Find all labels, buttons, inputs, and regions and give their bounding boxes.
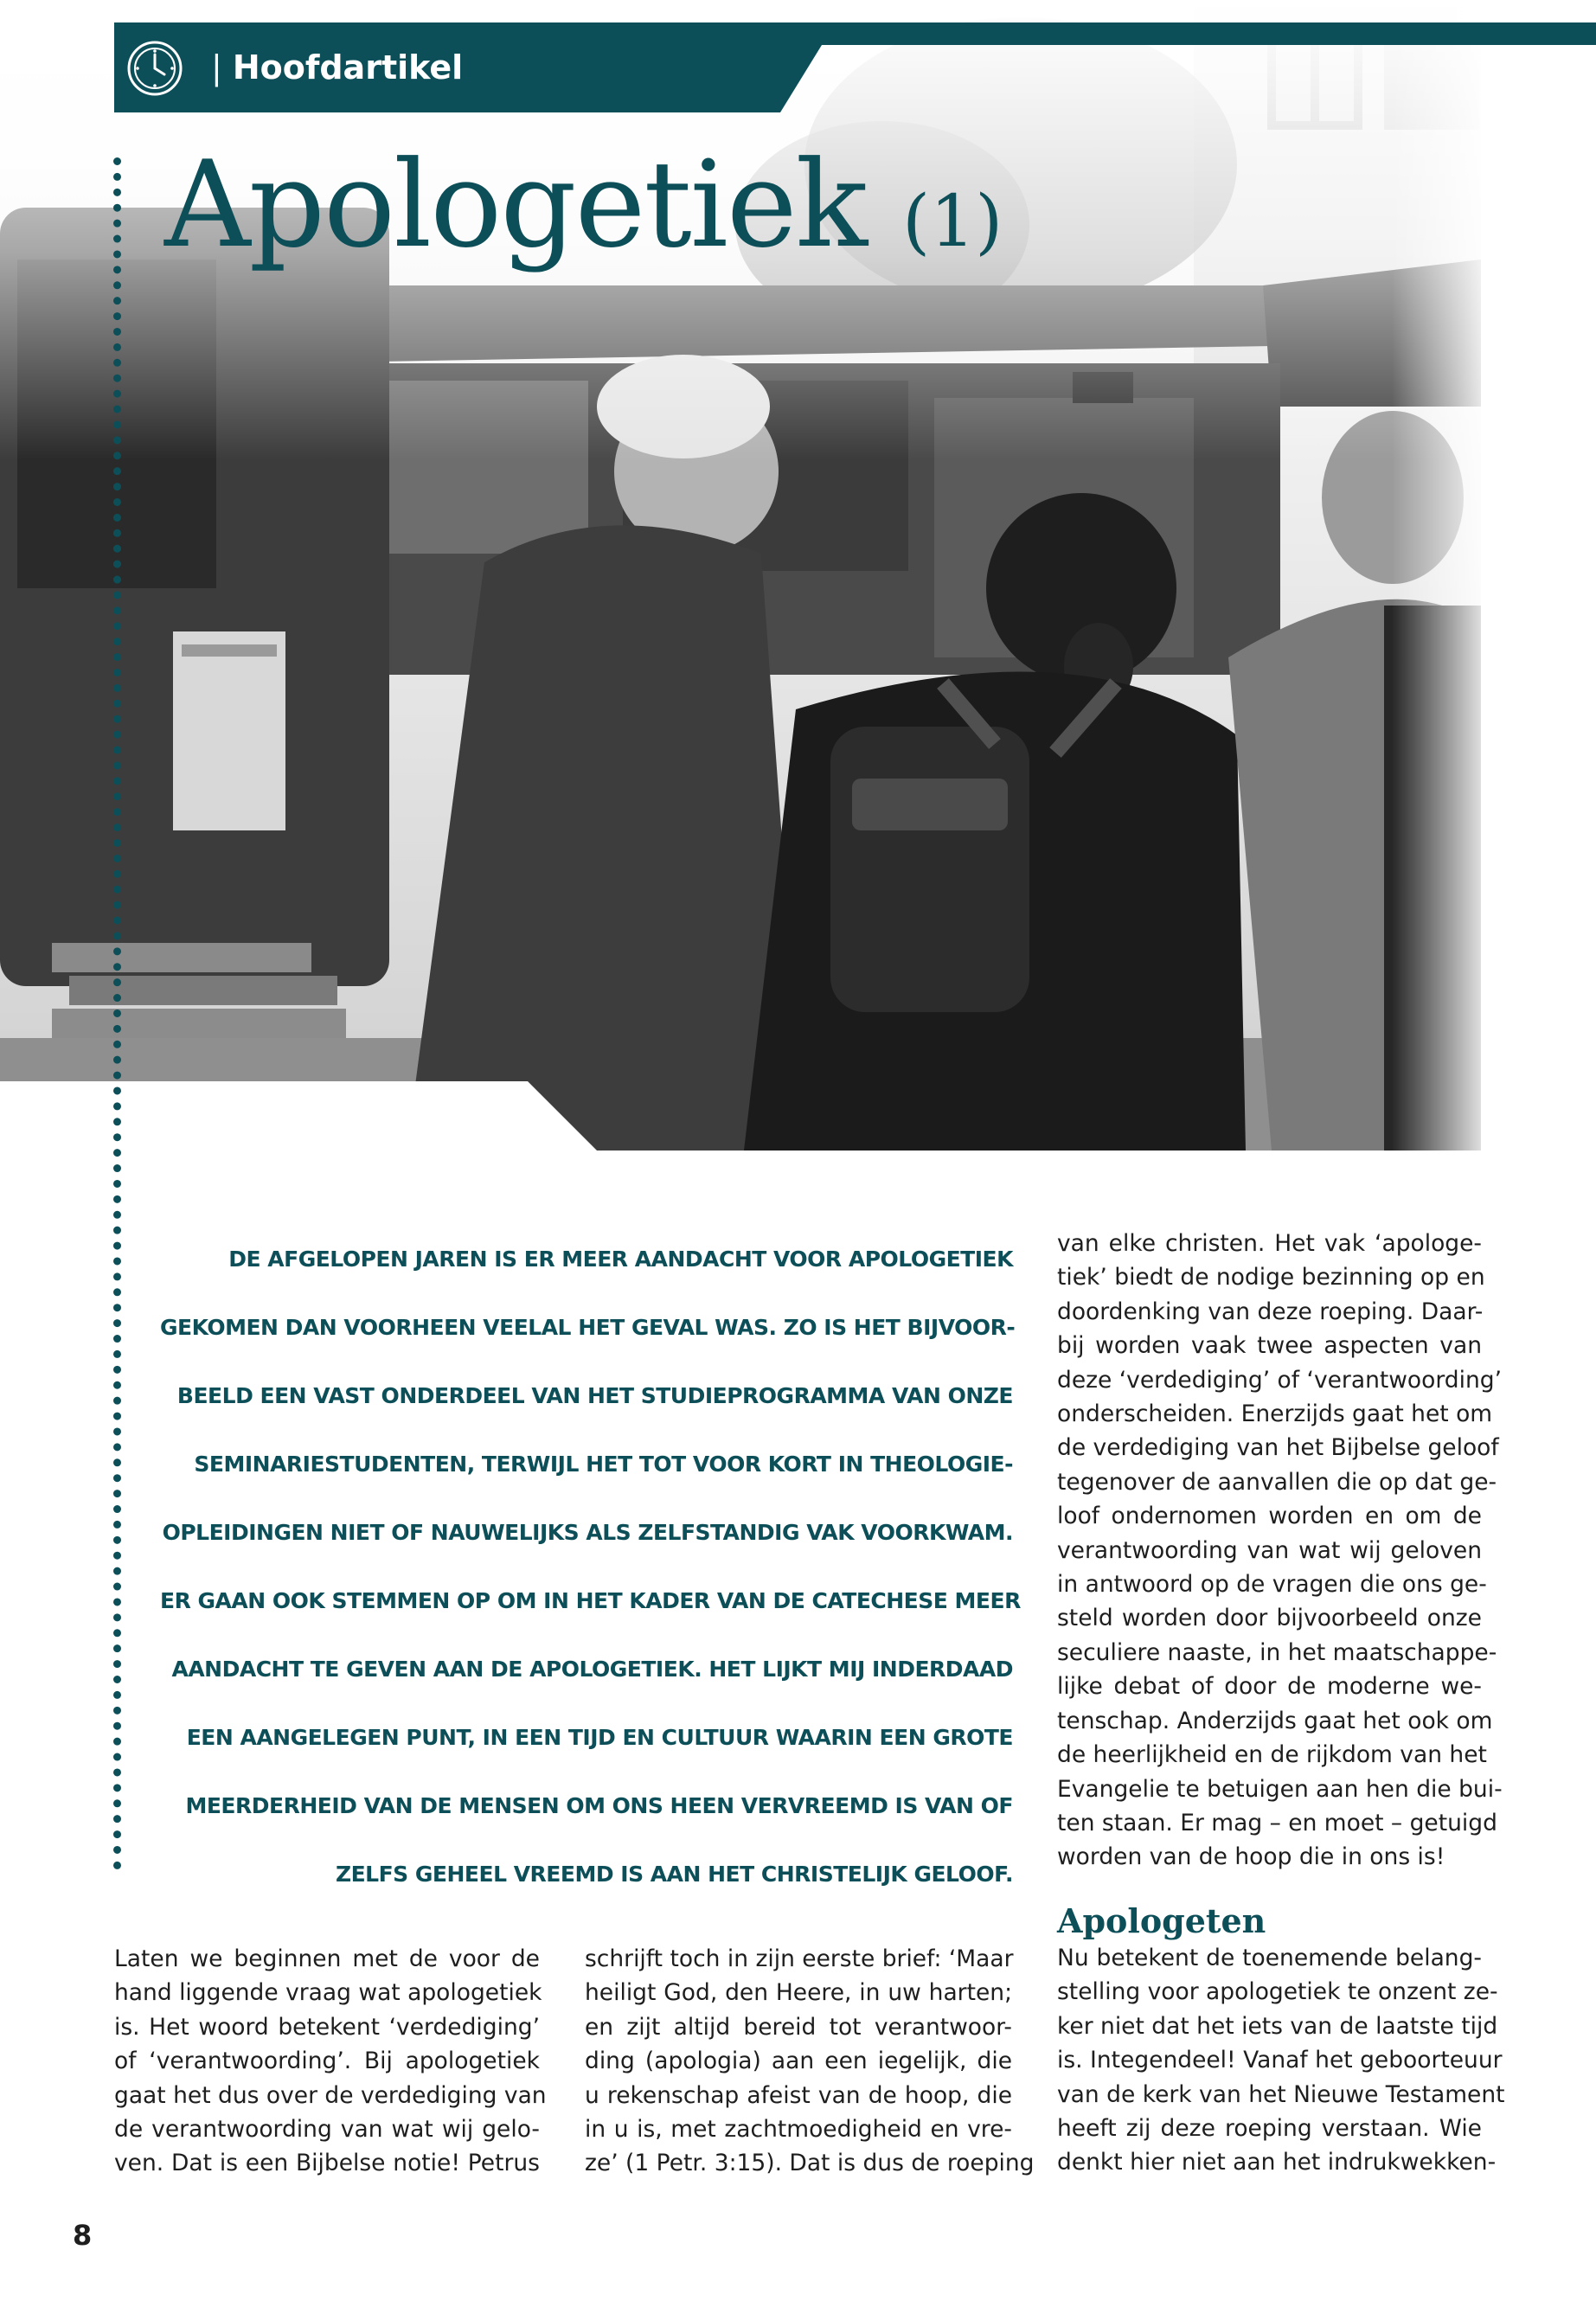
body-line: seculiere naaste, in het maatschappe- <box>1057 1638 1497 1666</box>
body-line: is. Integendeel! Vanaf het geboorteuur <box>1057 2047 1503 2074</box>
body-line: stelling voor apologetiek te onzent ze- <box>1057 1978 1498 2006</box>
body-line: ding (apologia) aan een iegelijk, die <box>585 2048 1012 2075</box>
body-line: is. Het woord betekent ‘verdediging’ <box>114 2013 540 2041</box>
body-line: de verdediging van het Bijbelse geloof <box>1057 1434 1499 1462</box>
body-line: ker niet dat het iets van de laatste tijd <box>1057 2012 1498 2040</box>
body-line: tiek’ biedt de nodige bezinning op en <box>1057 1264 1485 1292</box>
intro-line: SEMINARIESTUDENTEN, TERWIJL HET TOT VOOR KORT IN THEOLOGIE- <box>194 1452 1013 1477</box>
intro-line: ER GAAN OOK STEMMEN OP OM IN HET KADER VAN DE CATECHESE MEER <box>160 1588 1021 1613</box>
body-line: in u is, met zachtmoedigheid en vre- <box>585 2116 1012 2144</box>
intro-line: OPLEIDINGEN NIET OF NAUWELIJKS ALS ZELFSTANDIG VAK VOORKWAM. <box>162 1520 1013 1545</box>
intro-line: GEKOMEN DAN VOORHEEN VEELAL HET GEVAL WAS. ZO IS HET BIJVOOR- <box>160 1315 1016 1340</box>
body-line: van elke christen. Het vak ‘apologe- <box>1057 1230 1482 1257</box>
body-column-2 <box>585 1942 1035 2181</box>
body-line: denkt hier niet aan het indrukwekken- <box>1057 2149 1497 2176</box>
section-label-text: Hoofdartikel <box>232 48 464 87</box>
body-line: schrijft toch in zijn eerste brief: ‘Maar <box>585 1945 1014 1972</box>
body-line: en zijt altijd bereid tot verantwoor- <box>585 2013 1012 2041</box>
body-line: tenschap. Anderzijds gaat het ook om <box>1057 1707 1493 1734</box>
article-title-suffix: (1) <box>902 181 1003 263</box>
subheading-apologeten: Apologeten <box>1057 1901 1266 1940</box>
body-line: heiligt God, den Heere, in uw harten; <box>585 1979 1012 2007</box>
dotted-rule <box>113 157 121 1870</box>
body-line: u rekenschap afeist van de hoop, die <box>585 2081 1012 2109</box>
body-line: steld worden door bijvoorbeeld onze <box>1057 1605 1482 1632</box>
body-line: tegenover de aanvallen die op dat ge- <box>1057 1468 1497 1496</box>
body-line: de verantwoording van wat wij gelo- <box>114 2116 540 2144</box>
body-line: lijke debat of door de moderne we- <box>1057 1673 1482 1701</box>
article-title <box>164 135 1003 274</box>
intro-line: DE AFGELOPEN JAREN IS ER MEER AANDACHT VOOR APOLOGETIEK <box>228 1247 1013 1272</box>
intro-line: AANDACHT TE GEVEN AAN DE APOLOGETIEK. HET LIJKT MIJ INDERDAAD <box>171 1657 1013 1682</box>
body-line: of ‘verantwoording’. Bij apologetiek <box>114 2048 540 2075</box>
body-line: Nu betekent de toenemende belang- <box>1057 1945 1482 1971</box>
body-line: heeft zij deze roeping verstaan. Wie <box>1057 2115 1482 2143</box>
body-line: gaat het dus over de verdediging van <box>114 2081 547 2109</box>
page-number: 8 <box>73 2219 93 2252</box>
body-line: bij worden vaak twee aspecten van <box>1057 1332 1482 1360</box>
body-line: onderscheiden. Enerzijds gaat het om <box>1057 1400 1493 1428</box>
body-line: van de kerk van het Nieuwe Testament <box>1057 2080 1505 2108</box>
body-line: ven. Dat is een Bijbelse notie! Petrus <box>114 2150 540 2177</box>
section-label <box>211 46 463 89</box>
clock-icon <box>126 40 183 97</box>
body-column-3-continued <box>1057 1941 1505 2180</box>
body-line: doordenking van deze roeping. Daar- <box>1057 1298 1484 1325</box>
article-title-text: Apologetiek <box>164 135 867 274</box>
body-line: ten staan. Er mag – en moet – getuigd <box>1057 1809 1497 1836</box>
body-line: Laten we beginnen met de voor de <box>114 1945 540 1972</box>
body-line: Evangelie te betuigen aan hen die bui- <box>1057 1775 1503 1803</box>
body-line: de heerlijkheid en de rijkdom van het <box>1057 1741 1487 1769</box>
intro-line: EEN AANGELEGEN PUNT, IN EEN TIJD EN CULTUUR WAARIN EEN GROTE <box>186 1725 1013 1750</box>
body-line: loof ondernomen worden en om de <box>1057 1503 1482 1530</box>
intro-line: MEERDERHEID VAN DE MENSEN OM ONS HEEN VERVREEMD IS VAN OF <box>185 1793 1013 1818</box>
body-line: worden van de hoop die in ons is! <box>1057 1843 1445 1871</box>
body-line: in antwoord op de vragen die ons ge- <box>1057 1571 1487 1599</box>
intro-line: ZELFS GEHEEL VREEMD IS AAN HET CHRISTELIJK GELOOF. <box>335 1862 1013 1887</box>
section-separator: | <box>211 48 222 87</box>
body-line: deze ‘verdediging’ of ‘verantwoording’ <box>1057 1366 1503 1394</box>
body-column-3 <box>1057 1227 1503 1875</box>
body-line: verantwoording van wat wij geloven <box>1057 1536 1482 1564</box>
body-line: hand liggende vraag wat apologetiek <box>114 1979 542 2007</box>
intro-line: BEELD EEN VAST ONDERDEEL VAN HET STUDIEPROGRAMMA VAN ONZE <box>176 1383 1013 1408</box>
section-header-band <box>114 22 1596 112</box>
body-line: ze’ (1 Petr. 3:15). Dat is dus de roeping <box>585 2150 1035 2177</box>
article-intro <box>160 1225 1021 1908</box>
body-column-1 <box>114 1942 547 2181</box>
